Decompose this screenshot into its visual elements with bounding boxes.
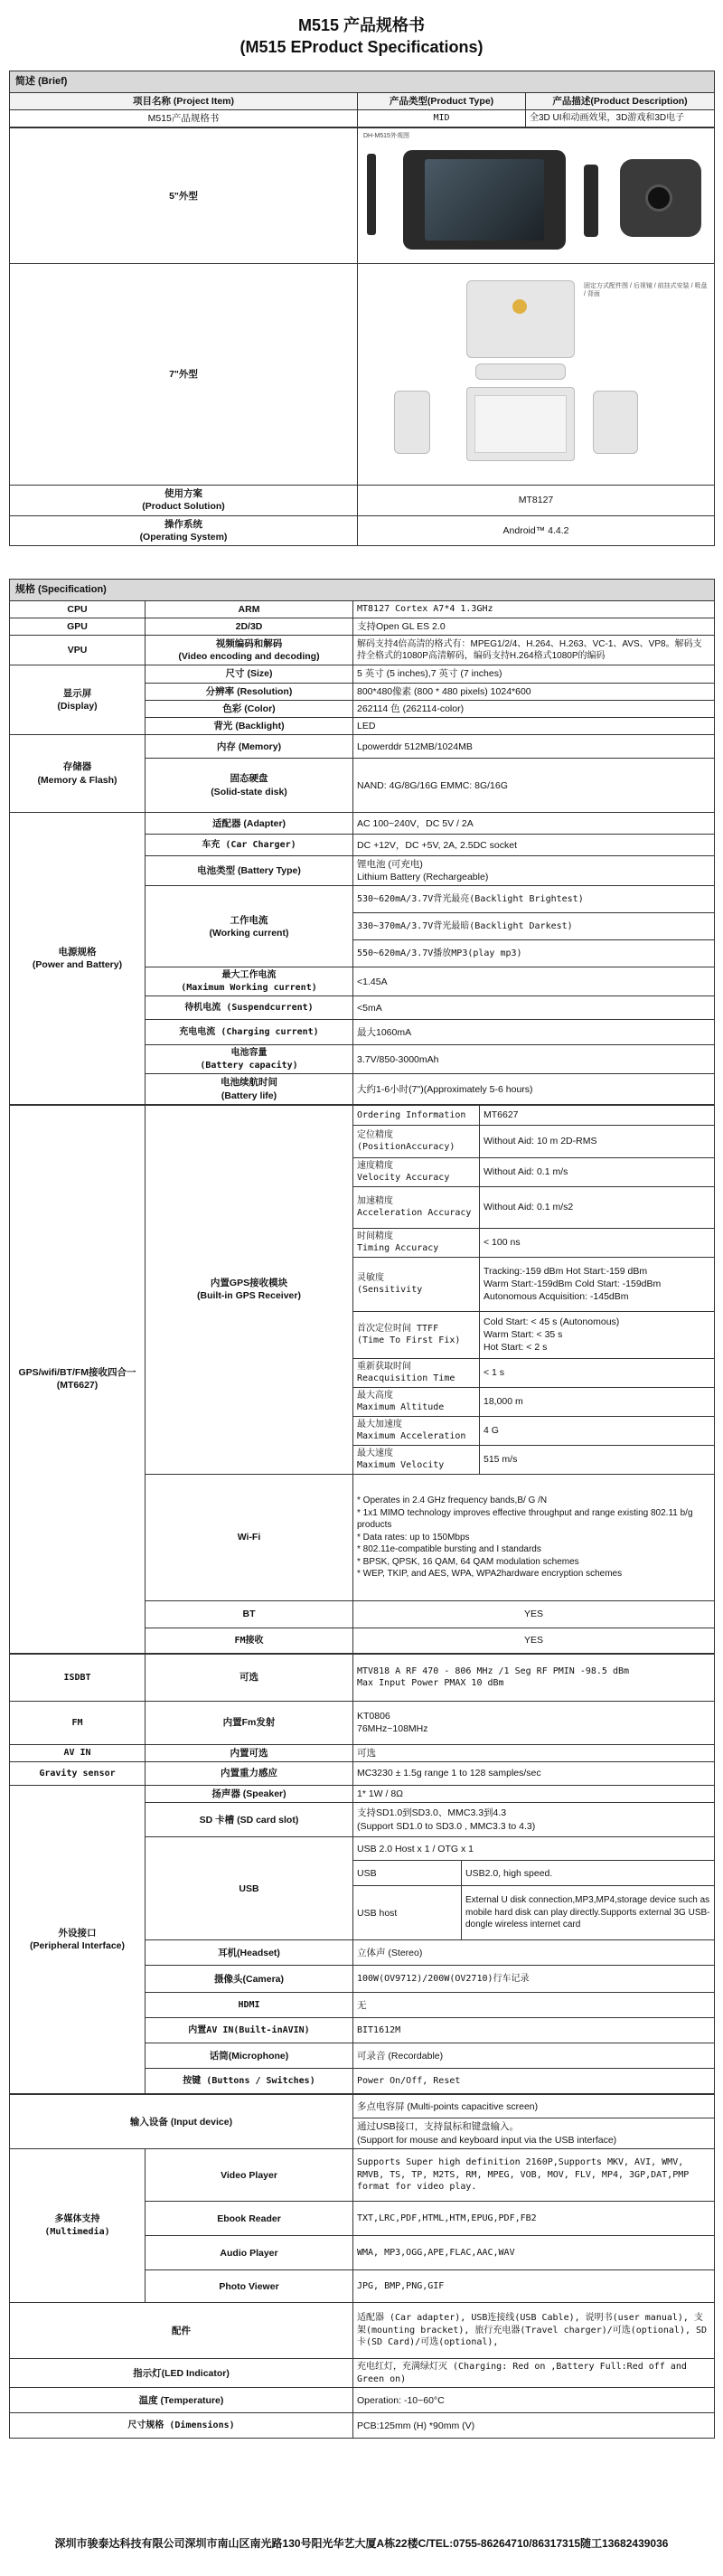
audio-player-sub: Audio Player <box>146 2236 353 2270</box>
photo-viewer-value: JPG, BMP,PNG,GIF <box>353 2270 715 2303</box>
vpu-sub: 视频编码和解码 (Video encoding and decoding) <box>146 636 353 665</box>
gps-row-v: Without Aid: 0.1 m/s <box>480 1157 715 1186</box>
buttons-sub: 按键 (Buttons / Switches) <box>146 2069 353 2094</box>
isdbt-label: ISDBT <box>10 1654 146 1701</box>
device-7-back-view <box>593 391 638 454</box>
working-current-sub: 工作电流 (Working current) <box>146 886 353 967</box>
brief-header-item: 项目名称 (Project Item) <box>10 92 358 109</box>
adapter-sub: 适配器 (Adapter) <box>146 813 353 835</box>
usb-k1: USB <box>353 1861 462 1886</box>
gps-row-k: 最大加速度 Maximum Acceleration <box>353 1416 480 1445</box>
gpu-label: GPU <box>10 618 146 635</box>
memory-ram-sub: 内存 (Memory) <box>146 735 353 759</box>
device-side-view <box>367 154 376 235</box>
solution-label: 使用方案 (Product Solution) <box>10 486 358 515</box>
charging-value: 最大1060mA <box>353 1020 715 1045</box>
speaker-value: 1* 1W / 8Ω <box>353 1785 715 1802</box>
display-res-value: 800*480像素 (800 * 480 pixels) 1024*600 <box>353 683 715 700</box>
led-value: 充电红灯，充满绿灯灭 (Charging: Red on ,Battery Full:Red off and Green on) <box>353 2359 715 2388</box>
gps-row-v: Tracking:-159 dBm Hot Start:-159 dBm Warm Start:-159dBm Cold Start: -159dBm Autonomous Acquisition: -145dBm <box>480 1257 715 1311</box>
suction-mount-view <box>394 391 430 454</box>
battery-type-value-cn: 锂电池 (可充电) <box>357 859 423 871</box>
dimensions-label: 尺寸规格 (Dimensions) <box>10 2413 353 2439</box>
gps-row-v: < 100 ns <box>480 1228 715 1257</box>
spec-table-2 <box>9 1654 715 2094</box>
max-working-value: <1.45A <box>353 967 715 996</box>
brief-type: MID <box>358 110 526 127</box>
life-sub: 电池续航时间 (Battery life) <box>146 1074 353 1104</box>
footer-company-contact: 深圳市骏泰达科技有限公司深圳市南山区南光路130号阳光华艺大厦A栋22楼C/TEL:0755-86264710/86317315随工13682439036 <box>54 2537 669 2550</box>
fm-rx-value: YES <box>353 1628 715 1653</box>
gps-row-v: 4 G <box>480 1416 715 1445</box>
working-current-v1: 530~620mA/3.7V背光最亮(Backlight Brightest) <box>353 886 715 913</box>
gps-group-label: GPS/wifi/BT/FM接收四合一 (MT6627) <box>10 1105 146 1653</box>
brief-table <box>9 71 715 127</box>
vpu-label: VPU <box>10 636 146 665</box>
input-device-v2: 通过USB接口，支持鼠标和键盘输入。 (Support for mouse and keyboard input via the USB interface) <box>353 2118 715 2149</box>
device-front-view <box>403 150 566 250</box>
gsensor-label: Gravity sensor <box>10 1761 146 1785</box>
fm-tx-label: FM <box>10 1701 146 1744</box>
speaker-sub: 扬声器 (Speaker) <box>146 1785 353 1802</box>
max-working-sub: 最大工作电流 (Maximum Working current) <box>146 967 353 996</box>
brief-images-table <box>9 127 715 546</box>
working-current-v3: 550~620mA/3.7V播放MP3(play mp3) <box>353 940 715 967</box>
memory-disk-value: NAND: 4G/8G/16G EMMC: 8G/16G <box>353 759 715 813</box>
brief-desc: 全3D UI和动画效果，3D游戏和3D电子 <box>526 110 715 127</box>
life-value: 大约1-6小时(7")(Approximately 5-6 hours) <box>353 1074 715 1104</box>
display-size-sub: 尺寸 (Size) <box>146 665 353 683</box>
device-edge-view <box>584 165 598 237</box>
gps-row-v: 18,000 m <box>480 1387 715 1416</box>
working-current-v2: 330~370mA/3.7V背光最暗(Backlight Darkest) <box>353 913 715 940</box>
os-value: Android™ 4.4.2 <box>358 515 715 545</box>
spec-table-3 <box>9 2094 715 2439</box>
gsensor-sub: 内置重力感应 <box>146 1761 353 1785</box>
fm-rx-label: FM接收 <box>146 1628 353 1653</box>
gps-row-v: Without Aid: 0.1 m/s2 <box>480 1186 715 1228</box>
spec-table <box>9 579 715 1105</box>
mount-bracket-view <box>466 280 575 358</box>
suspend-sub: 待机电流 (Suspendcurrent) <box>146 996 353 1020</box>
image-caption-7: 固定方式配件图 / 后视镜 / 前挂式安装 / 吸盘 / 背面 <box>584 283 708 298</box>
hdmi-value: 无 <box>353 1993 715 2018</box>
adapter-value: AC 100~240V，DC 5V / 2A <box>353 813 715 835</box>
suspend-value: <5mA <box>353 996 715 1020</box>
doc-title-cn: M515 产品规格书 <box>297 16 426 34</box>
battery-type-sub: 电池类型 (Battery Type) <box>146 856 353 886</box>
gps-row-k: 最大高度 Maximum Altitude <box>353 1387 480 1416</box>
sd-slot-sub: SD 卡槽 (SD card slot) <box>146 1803 353 1837</box>
display-res-sub: 分辨率 (Resolution) <box>146 683 353 700</box>
brief-header-desc: 产品描述(Product Description) <box>526 92 715 109</box>
power-label: 电源规格 (Power and Battery) <box>10 813 146 1105</box>
device-back-view <box>620 159 701 237</box>
brief-item: M515产品规格书 <box>10 110 358 127</box>
cpu-label: CPU <box>10 600 146 618</box>
gps-row-k: 重新获取时间 Reacquisition Time <box>353 1358 480 1387</box>
bt-value: YES <box>353 1600 715 1628</box>
input-device-label: 输入设备 (Input device) <box>10 2095 353 2149</box>
isdbt-sub: 可选 <box>146 1654 353 1701</box>
usb-k2: USB host <box>353 1886 462 1940</box>
camera-sub: 摄像头(Camera) <box>146 1966 353 1993</box>
mic-value: 可录音 (Recordable) <box>353 2043 715 2069</box>
usb-v2: External U disk connection,MP3,MP4,storage device such as mobile hard disk can play directly.Supports external 3G USB-dongle wireless internet card <box>462 1886 715 1940</box>
os-label: 操作系统 (Operating System) <box>10 515 358 545</box>
temperature-value: Operation: -10~60°C <box>353 2388 715 2413</box>
video-player-sub: Video Player <box>146 2149 353 2202</box>
solution-value: MT8127 <box>358 486 715 515</box>
video-player-value: Supports Super high definition 2160P,Supports MKV, AVI, WMV, RMVB, TS, TP, M2TS, RM, MPEG, VOB, MOV, FLV, MP4, 3GP,DAT,PMP format for video play. <box>353 2149 715 2202</box>
memory-disk-sub: 固态硬盘 (Solid-state disk) <box>146 759 353 813</box>
gps-row-v: 515 m/s <box>480 1445 715 1474</box>
bt-label: BT <box>146 1600 353 1628</box>
display-label: 显示屏 (Display) <box>10 665 146 735</box>
headset-sub: 耳机(Headset) <box>146 1940 353 1966</box>
led-label: 指示灯(LED Indicator) <box>10 2359 353 2388</box>
builtin-avin-sub: 内置AV IN(Built-inAVIN) <box>146 2018 353 2043</box>
device-7-image <box>358 264 715 486</box>
gsensor-value: MC3230 ± 1.5g range 1 to 128 samples/sec <box>353 1761 715 1785</box>
peripheral-label: 外设接口 (Peripheral Interface) <box>10 1785 146 2093</box>
brief-section-title: 简述 (Brief) <box>10 71 715 93</box>
display-size-value: 5 英寸 (5 inches),7 英寸 (7 inches) <box>353 665 715 683</box>
gps-row-k: 灵敏度 (Sensitivity <box>353 1257 480 1311</box>
photo-viewer-sub: Photo Viewer <box>146 2270 353 2303</box>
fm-tx-value: KT0806 76MHz~108MHz <box>353 1701 715 1744</box>
memory-ram-value: Lpowerddr 512MB/1024MB <box>353 735 715 759</box>
audio-player-value: WMA, MP3,OGG,APE,FLAC,AAC,WAV <box>353 2236 715 2270</box>
display-backlight-value: LED <box>353 717 715 734</box>
gps-row-k: 首次定位时间 TTFF (Time To First Fix) <box>353 1311 480 1358</box>
hdmi-sub: HDMI <box>146 1993 353 2018</box>
image-caption-5: DH-M515外观图 <box>363 133 409 140</box>
usb-top-value: USB 2.0 Host x 1 / OTG x 1 <box>353 1837 715 1861</box>
gpu-value: 支持Open GL ES 2.0 <box>353 618 715 635</box>
isdbt-value: MTV818 A RF 470 - 806 MHz /1 Seg RF PMIN -98.5 dBm Max Input Power PMAX 10 dBm <box>353 1654 715 1701</box>
gps-row-k: 加速精度 Acceleration Accuracy <box>353 1186 480 1228</box>
sd-slot-value: 支持SD1.0到SD3.0、MMC3.3到4.3 (Support SD1.0 to SD3.0 , MMC3.3 to 4.3) <box>353 1803 715 1837</box>
multimedia-label: 多媒体支持 (Multimedia) <box>10 2149 146 2303</box>
vpu-value: 解码支持4倍高清的格式有：MPEG1/2/4、H.264、H.263、VC-1、AVS、VP8。解码支持全格式的1080P高清解码，编码支持H.264格式1080P的编码 <box>353 636 715 665</box>
brief-header-type: 产品类型(Product Type) <box>358 92 526 109</box>
cpu-value: MT8127 Cortex A7*4 1.3GHz <box>353 600 715 618</box>
spec-section-title: 规格 (Specification) <box>10 579 715 600</box>
mount-strip-view <box>475 363 566 380</box>
gps-row-k: 最大速度 Maximum Velocity <box>353 1445 480 1474</box>
wifi-label: Wi-Fi <box>146 1474 353 1600</box>
buttons-value: Power On/Off, Reset <box>353 2069 715 2094</box>
avin-value: 可选 <box>353 1744 715 1761</box>
doc-title-en: (M515 EProduct Specifications) <box>239 38 484 56</box>
gps-row-v: Cold Start: < 45 s (Autonomous) Warm Start: < 35 s Hot Start: < 2 s <box>480 1311 715 1358</box>
charging-sub: 充电电流 (Charging current) <box>146 1020 353 1045</box>
gps-row-k: 时间精度 Timing Accuracy <box>353 1228 480 1257</box>
gps-receiver-label: 内置GPS接收模块 (Built-in GPS Receiver) <box>146 1105 353 1474</box>
device-7-front-view <box>466 387 575 461</box>
builtin-avin-value: BIT1612M <box>353 2018 715 2043</box>
gps-row-v: Without Aid: 10 m 2D-RMS <box>480 1125 715 1157</box>
car-charger-value: DC +12V，DC +5V, 2A, 2.5DC socket <box>353 835 715 856</box>
capacity-sub: 电池容量 (Battery capacity) <box>146 1045 353 1074</box>
input-device-v1: 多点电容屏 (Multi-points capacitive screen) <box>353 2095 715 2118</box>
display-backlight-sub: 背光 (Backlight) <box>146 717 353 734</box>
gps-row-k: 定位精度 (PositionAccuracy) <box>353 1125 480 1157</box>
avin-label: AV IN <box>10 1744 146 1761</box>
accessories-label: 配件 <box>10 2303 353 2359</box>
headset-value: 立体声 (Stereo) <box>353 1940 715 1966</box>
capacity-value: 3.7V/850-3000mAh <box>353 1045 715 1074</box>
battery-type-value-en: Lithium Battery (Rechargeable) <box>357 872 489 883</box>
ebook-reader-sub: Ebook Reader <box>146 2202 353 2236</box>
accessories-value: 适配器 (Car adapter), USB连接线(USB Cable), 说明书(user manual), 支架(mounting bracket), 旅行充电器(Travel charger)/可选(optional), SD卡(SD Card)/可选(optional), <box>353 2303 715 2359</box>
wifi-value: * Operates in 2.4 GHz frequency bands,B/ G /N * 1x1 MIMO technology improves effective throughput and range existing 802.11 b/g products * Data rates: up to 150Mbps * 802.11e-compatible bursting and I standards * BPSK, QPSK, 16 QAM, 64 QAM modulation schemes * WEP, TKIP, and AES, WPA, WPA2hardware encryption schemes <box>353 1474 715 1600</box>
mic-sub: 话筒(Microphone) <box>146 2043 353 2069</box>
fm-tx-sub: 内置Fm发射 <box>146 1701 353 1744</box>
gpu-sub: 2D/3D <box>146 618 353 635</box>
usb-v1: USB2.0, high speed. <box>462 1861 715 1886</box>
shape-5-label: 5"外型 <box>10 128 358 264</box>
display-color-sub: 色彩 (Color) <box>146 700 353 717</box>
gps-row-v: < 1 s <box>480 1358 715 1387</box>
display-color-value: 262114 色 (262114-color) <box>353 700 715 717</box>
gps-row-k: Ordering Information <box>353 1105 480 1125</box>
camera-value: 100W(OV9712)/200W(OV2710)行车记录 <box>353 1966 715 1993</box>
ebook-reader-value: TXT,LRC,PDF,HTML,HTM,EPUG,PDF,FB2 <box>353 2202 715 2236</box>
avin-sub: 内置可选 <box>146 1744 353 1761</box>
cpu-sub: ARM <box>146 600 353 618</box>
gps-row-v: MT6627 <box>480 1105 715 1125</box>
gps-table <box>9 1105 715 1654</box>
car-charger-sub: 车充 (Car Charger) <box>146 835 353 856</box>
temperature-label: 温度 (Temperature) <box>10 2388 353 2413</box>
gps-row-k: 速度精度 Velocity Accuracy <box>353 1157 480 1186</box>
shape-7-label: 7"外型 <box>10 264 358 486</box>
device-5-image <box>358 128 715 264</box>
dimensions-value: PCB:125mm (H) *90mm (V) <box>353 2413 715 2439</box>
usb-label: USB <box>146 1837 353 1940</box>
memory-label: 存储器 (Memory & Flash) <box>10 735 146 813</box>
